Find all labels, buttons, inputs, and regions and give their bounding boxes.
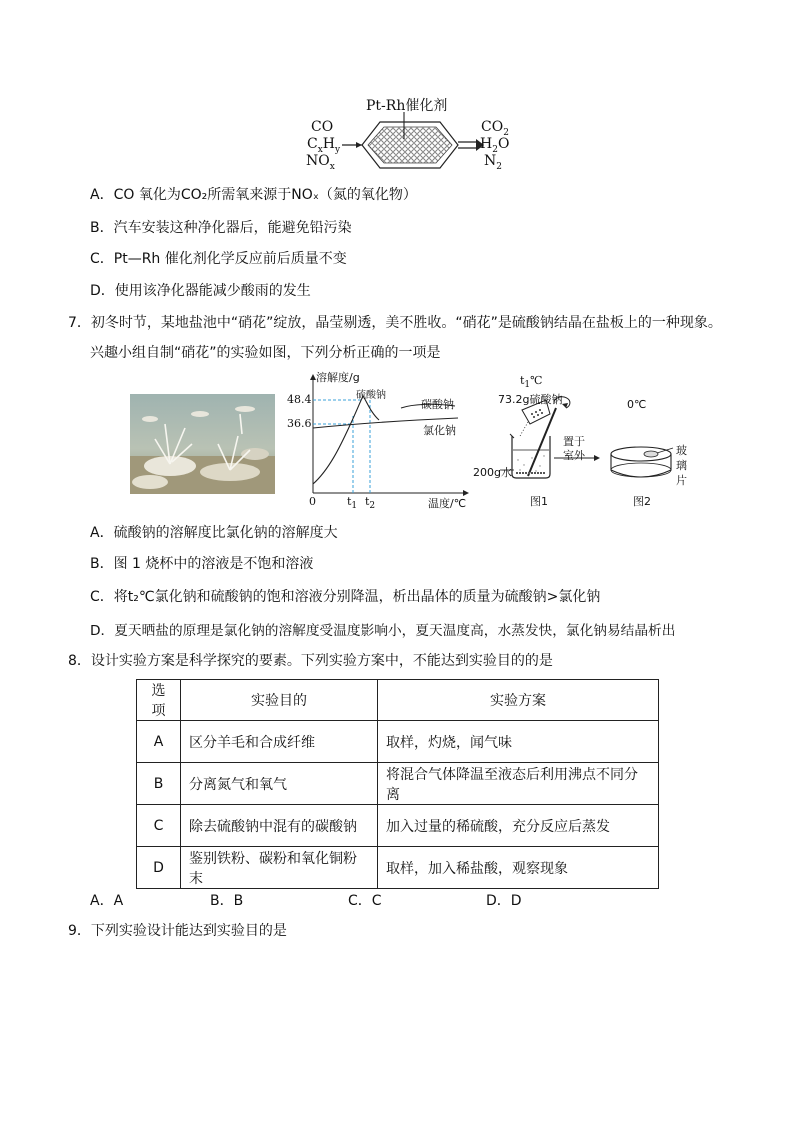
input-cxhy: $C_xH_y$: [307, 136, 341, 155]
chart-xlabel: 温度/℃: [428, 497, 467, 510]
chart-xtick-t2: $t_2$: [365, 495, 376, 512]
figure1-arrow-label-2: 室外: [563, 449, 585, 462]
row-goal: 鉴别铁粉、碳粉和氧化铜粉末: [181, 847, 378, 889]
output-h2o: $H_2O$: [480, 136, 510, 155]
table-header-row: [137, 680, 659, 721]
figure2-dish: [605, 440, 685, 490]
row-goal: 除去硫酸钠中混有的碳酸钠: [181, 805, 378, 847]
header-plan: 实验方案: [378, 680, 659, 721]
figure2-temp: 0℃: [627, 398, 647, 411]
row-plan: 取样，加入稀盐酸，观察现象: [378, 847, 659, 889]
row-option: D: [137, 847, 181, 889]
figure1-temp: $t_1℃$: [520, 374, 543, 391]
sodium-sulfate-curve: [313, 396, 379, 484]
chart-origin: 0: [309, 495, 316, 508]
figure2-caption: 图2: [633, 495, 651, 508]
row-goal: 区分羊毛和合成纤维: [181, 721, 378, 763]
beaker-outline: [512, 436, 550, 478]
row-goal: 分离氮气和氧气: [181, 763, 378, 805]
output-n2: $N_2$: [484, 153, 502, 172]
row-plan: 取样，灼烧，闻气味: [378, 721, 659, 763]
q7-stem-line1: 7．初冬时节，某地盐池中“硝花”绽放，晶莹剔透，美不胜收。“硝花”是硫酸钠结晶在盐板上的一种现象。: [68, 315, 722, 331]
figure2-label-1: 玻: [676, 444, 687, 457]
input-co: CO: [311, 119, 334, 135]
row-plan: 将混合气体降温至液态后利用沸点不同分离: [378, 763, 659, 805]
input-nox: $NO_x$: [306, 153, 335, 172]
legend-sodium-sulfate: 硫酸钠: [356, 390, 386, 401]
figure1-arrow-label-1: 置于: [563, 435, 585, 448]
table-row: [137, 805, 659, 847]
figure2-label-3: 片: [676, 474, 687, 487]
q6-option-a: A．CO 氧化为CO₂所需氧来源于NOₓ（氮的氧化物）: [90, 187, 417, 203]
legend-sodium-chloride: 氯化钠: [423, 424, 456, 437]
q6-option-c: C．Pt—Rh 催化剂化学反应前后质量不变: [90, 251, 347, 267]
q6-option-b: B．汽车安装这种净化器后，能避免铅污染: [90, 220, 352, 236]
catalyst-label: Pt-Rh催化剂: [366, 98, 448, 114]
salt-crystal-photo: [130, 394, 275, 494]
q8-answer-a: A．A: [90, 893, 124, 909]
q7-option-a: A．硫酸钠的溶解度比氯化钠的溶解度大: [90, 525, 338, 541]
figure2-label-2: 璃: [676, 459, 687, 472]
q8-experiment-table: [136, 679, 659, 889]
q7-stem-line2: 兴趣小组自制“硝花”的实验如图，下列分析正确的一项是: [90, 345, 441, 361]
row-plan: 加入过量的稀硫酸，充分反应后蒸发: [378, 805, 659, 847]
q9-stem: 9．下列实验设计能达到实验目的是: [68, 923, 287, 939]
catalyst-pellets: [368, 127, 452, 163]
q7-option-d: D．夏天晒盐的原理是氯化钠的溶解度受温度影响小，夏天温度高，水蒸发快，氯化钠易结晶析出: [90, 623, 676, 639]
row-option: A: [137, 721, 181, 763]
output-co2: $CO_2$: [481, 119, 509, 138]
row-option: B: [137, 763, 181, 805]
q8-stem: 8．设计实验方案是科学探究的要素。下列实验方案中，不能达到实验目的的是: [68, 653, 553, 669]
q8-answer-d: D．D: [486, 893, 522, 909]
row-option: C: [137, 805, 181, 847]
chart-ylabel: 溶解度/g: [316, 371, 360, 384]
chart-ytick-48: 48.4: [287, 393, 312, 406]
figure1-solute: 73.2g硫酸钠: [498, 393, 563, 406]
header-option: 选项: [137, 680, 181, 721]
table-row: [137, 763, 659, 805]
chart-xtick-t1: $t_1$: [347, 495, 358, 512]
chart-ytick-36: 36.6: [287, 417, 312, 430]
table-row: [137, 847, 659, 889]
table-row: [137, 721, 659, 763]
q8-answer-c: C．C: [348, 893, 382, 909]
q8-answer-b: B．B: [210, 893, 244, 909]
q7-option-b: B．图 1 烧杯中的溶液是不饱和溶液: [90, 556, 314, 572]
q7-option-c: C．将t₂℃氯化钠和硫酸钠的饱和溶液分别降温，析出晶体的质量为硫酸钠>氯化钠: [90, 589, 601, 605]
header-goal: 实验目的: [181, 680, 378, 721]
figure1-water: 200g水: [473, 466, 512, 479]
legend-sodium-carbonate: 碳酸钠: [421, 398, 454, 411]
figure1-caption: 图1: [530, 495, 548, 508]
q6-option-d: D．使用该净化器能减少酸雨的发生: [90, 283, 311, 299]
